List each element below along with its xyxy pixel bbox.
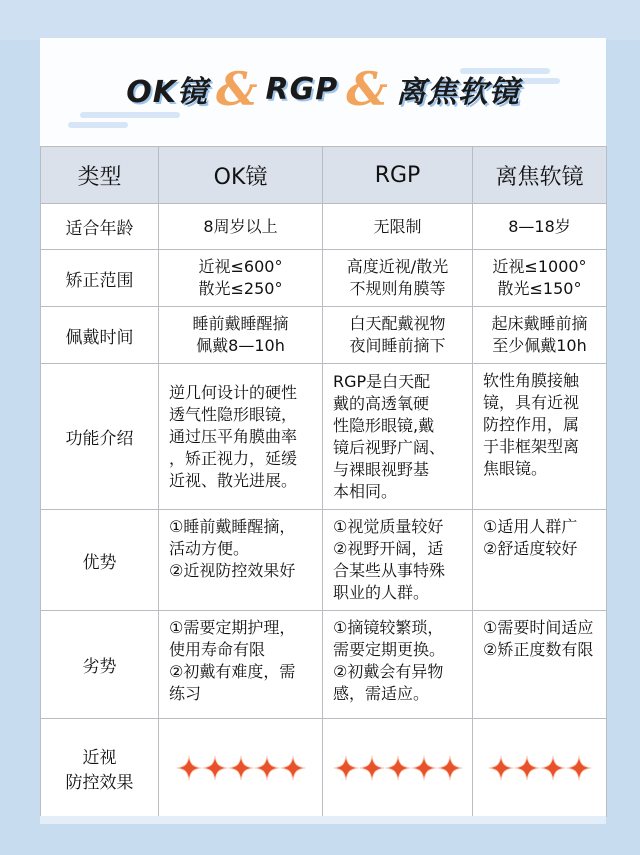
table-cell [473,364,607,510]
cell-line: 软性角膜接触 [483,371,580,390]
table-cell [323,307,473,364]
cell-line: ②近视防控效果好 [169,561,296,580]
table-cell [323,510,473,611]
cell-line: 性隐形眼镜,戴 [333,415,435,435]
table-row [41,307,607,364]
table-cell [473,510,607,611]
star-icon [566,755,592,781]
table-cell [159,719,323,817]
row-label: 优势 [41,510,159,611]
cell-line: 睡前戴睡醒摘 [192,314,289,333]
comparison-card [40,38,606,816]
cell-line: 镜后视野广阔、 [333,437,446,457]
row-label: 矫正范围 [41,250,159,307]
star-icon [514,755,540,781]
cell-line: 与裸眼视野基 [333,459,430,479]
header-defocus: 离焦软镜 [473,147,607,204]
cell-line: 感，需适应。 [333,684,430,703]
row-label: 功能介绍 [41,364,159,510]
table-cell [473,307,607,364]
table-row [41,719,607,817]
star-icon [280,755,306,781]
table-header-row [41,147,607,204]
cell-line: 近视≤600° [198,257,283,276]
table-cell [473,719,607,817]
cell-line: RGP是白天配 [333,371,431,391]
cell-line: 近视≤1000° [492,257,587,276]
table-cell [473,611,607,719]
title-defocus: 离焦软镜 [395,75,520,110]
table-cell [159,364,323,510]
ampersand-icon: & [215,62,258,116]
cell-line: 佩戴8—10h [196,336,285,355]
cell-line: 白天配戴视物 [349,314,446,333]
star-icon [359,755,385,781]
cell-line: ①适用人群广 [483,517,578,536]
star-icon [411,755,437,781]
table-cell: 无限制 [323,204,473,250]
cell-line: ①需要时间适应 [483,618,594,637]
star-icon [202,755,228,781]
cell-line: ②初戴会有异物 [333,662,444,681]
header-rgp: RGP [323,147,473,204]
cell-line: 职业的人群。 [333,583,430,602]
cell-line: 至少佩戴10h [492,336,587,355]
cell-line: 需要定期更换。 [333,640,446,659]
table-row [41,364,607,510]
table-row [41,611,607,719]
cell-line: 本相同。 [333,481,398,501]
cell-line: 高度近视/散光 [346,257,449,276]
cell-line: ②舒适度较好 [483,539,578,558]
cell-line: 防控作用，属 [483,415,580,434]
bottom-band [40,816,606,824]
cell-line: 近视、散光进展。 [169,470,298,490]
cell-line: ①需要定期护理， [169,618,296,637]
title-banner [40,38,606,144]
rating-stars [473,755,606,781]
cell-line: 通过压平角膜曲率 [169,426,298,446]
cell-line: ①视觉质量较好 [333,517,444,536]
background-top [0,0,640,40]
cell-line: ②矫正度数有限 [483,640,594,659]
star-icon [488,755,514,781]
table-cell [323,719,473,817]
cell-line: 戴的高透氧硬 [333,393,430,413]
comparison-table [40,146,607,817]
cell-line: 透气性隐形眼镜， [169,404,298,424]
row-label: 劣势 [41,611,159,719]
rating-stars [323,755,472,781]
star-icon [176,755,202,781]
table-cell [159,250,323,307]
cell-line: ①睡前戴睡醒摘， [169,517,296,536]
star-icon [228,755,254,781]
cell-line: 散光≤150° [497,279,582,298]
star-icon [254,755,280,781]
header-type: 类型 [41,147,159,204]
cell-line: 夜间睡前摘下 [349,336,446,355]
cell-line: 近视 [82,747,117,768]
cell-line: ②视野开阔，适 [333,539,444,558]
cell-line: 于非框架型离 [483,437,580,456]
star-icon [437,755,463,781]
cell-line: ②初戴有难度，需 [169,662,296,681]
cell-line: 使用寿命有限 [169,640,266,659]
cell-line: 焦眼镜。 [483,459,548,478]
row-label: 佩戴时间 [41,307,159,364]
table-cell [159,307,323,364]
title-rgp: RGP [265,71,339,107]
rating-stars [159,755,322,781]
table-cell [323,611,473,719]
star-icon [540,755,566,781]
cell-line: 逆几何设计的硬性 [169,382,298,402]
row-label: 适合年龄 [41,204,159,250]
cell-line: 活动方便。 [169,539,250,558]
row-label [41,719,159,817]
cell-line: ①摘镜较繁琐， [333,618,444,637]
table-cell [159,510,323,611]
header-ok: OK镜 [159,147,323,204]
cell-line: 防控效果 [65,772,134,793]
table-row [41,510,607,611]
table-cell [473,250,607,307]
table-cell [323,250,473,307]
table-cell [323,364,473,510]
cell-line: 练习 [169,684,202,703]
page-title [40,54,606,124]
star-icon [333,755,359,781]
cell-line: ，矫正视力，延缓 [169,448,298,468]
star-icon [385,755,411,781]
table-row [41,250,607,307]
table-row [41,204,607,250]
table-cell: 8周岁以上 [159,204,323,250]
cell-line: 起床戴睡前摘 [491,314,588,333]
table-cell: 8—18岁 [473,204,607,250]
table-cell [159,611,323,719]
title-ok: OK镜 [126,75,208,110]
cell-line: 不规则角膜等 [349,279,446,298]
ampersand-icon: & [346,62,388,116]
cell-line: 合某些从事特殊 [333,561,446,580]
cell-line: 散光≤250° [198,279,283,298]
cell-line: 镜，具有近视 [483,393,580,412]
